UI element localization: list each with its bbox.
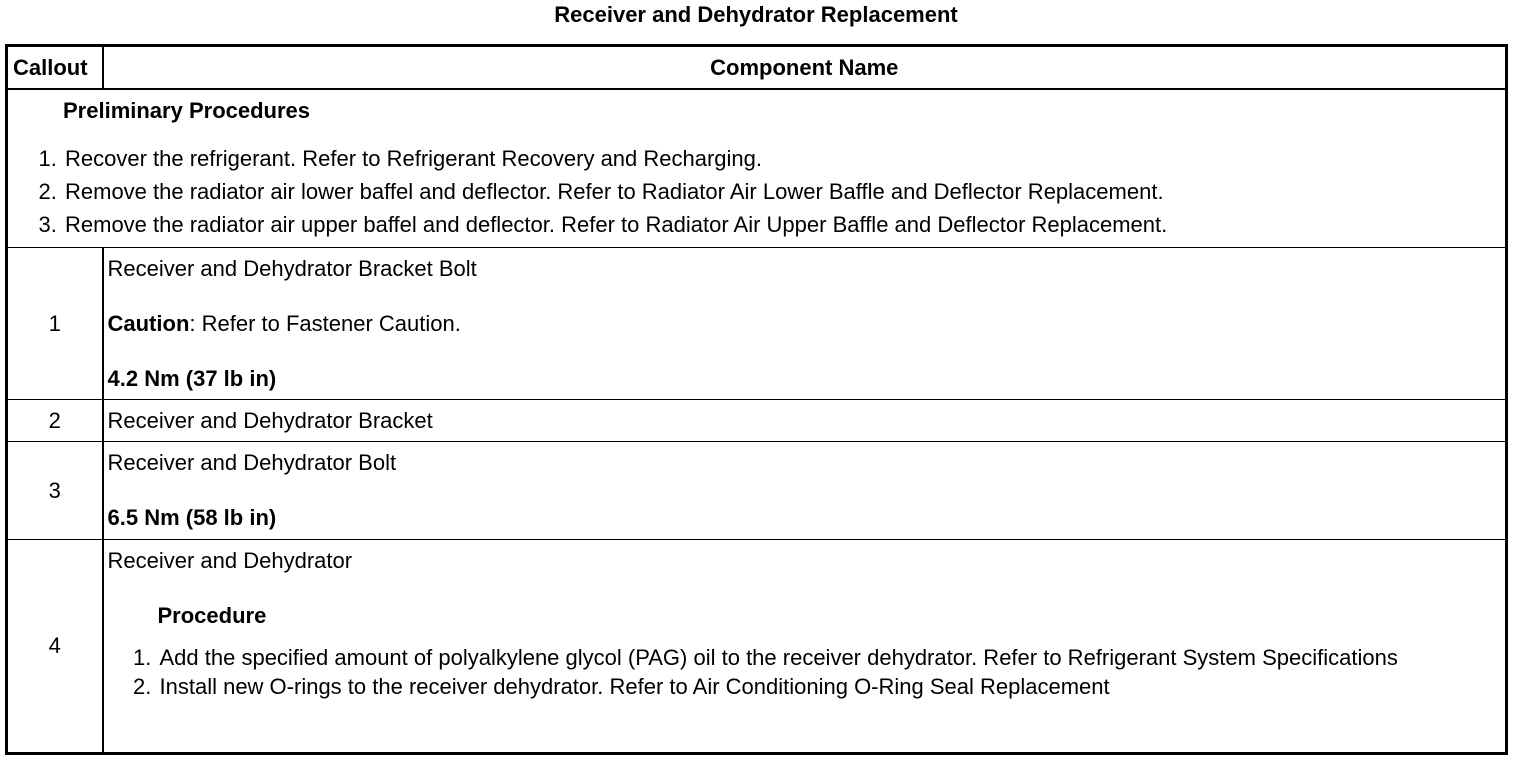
torque-spec: 4.2 Nm (37 lb in)	[107, 366, 277, 391]
procedure-steps-list	[108, 643, 1506, 701]
preliminary-step: 3. Remove the radiator air upper baffel and deflector. Refer to Radiator Air Upper Baffle and Deflector Replacement.	[63, 208, 1505, 241]
table-header-row	[7, 46, 1507, 90]
procedure-heading: Procedure	[157, 603, 267, 628]
component-name: Receiver and Dehydrator	[107, 548, 353, 573]
caution-note	[108, 311, 1506, 337]
table-row	[7, 248, 1507, 400]
preliminary-step: 1. Recover the refrigerant. Refer to Refrigerant Recovery and Recharging.	[63, 142, 1505, 175]
component-name: Receiver and Dehydrator Bolt	[107, 450, 397, 475]
preliminary-steps-list	[8, 142, 1505, 241]
callout-column-header: Callout	[7, 46, 103, 90]
component-cell	[103, 248, 1507, 400]
components-table	[5, 44, 1508, 755]
callout-number: 4	[7, 540, 103, 754]
preliminary-procedures-heading: Preliminary Procedures	[63, 98, 311, 123]
component-name-column-header: Component Name	[103, 46, 1507, 90]
component-cell	[103, 442, 1507, 540]
page-title: Receiver and Dehydrator Replacement	[554, 2, 958, 27]
callout-number: 2	[7, 400, 103, 442]
table-row	[7, 540, 1507, 754]
preliminary-step: 2. Remove the radiator air lower baffel and deflector. Refer to Radiator Air Lower Baffle and Deflector Replacement.	[63, 175, 1505, 208]
component-name: Receiver and Dehydrator Bracket Bolt	[107, 256, 477, 281]
procedure-step: 1. Add the specified amount of polyalkylene glycol (PAG) oil to the receiver dehydrator. Refer to Refrigerant System Specifications	[158, 643, 1506, 672]
table-row	[7, 442, 1507, 540]
component-name: Receiver and Dehydrator Bracket	[107, 407, 433, 433]
component-cell	[103, 540, 1507, 754]
caution-text: : Refer to Fastener Caution.	[189, 311, 461, 336]
procedure-step: 2. Install new O-rings to the receiver dehydrator. Refer to Air Conditioning O-Ring Seal Replacement	[158, 672, 1506, 701]
callout-number: 1	[7, 248, 103, 400]
torque-spec: 6.5 Nm (58 lb in)	[107, 505, 277, 530]
preliminary-procedures-cell	[7, 89, 1507, 248]
callout-number: 3	[7, 442, 103, 540]
caution-label: Caution	[107, 311, 190, 336]
table-row	[7, 400, 1507, 442]
component-cell	[103, 400, 1507, 442]
preliminary-procedures-row	[7, 89, 1507, 248]
